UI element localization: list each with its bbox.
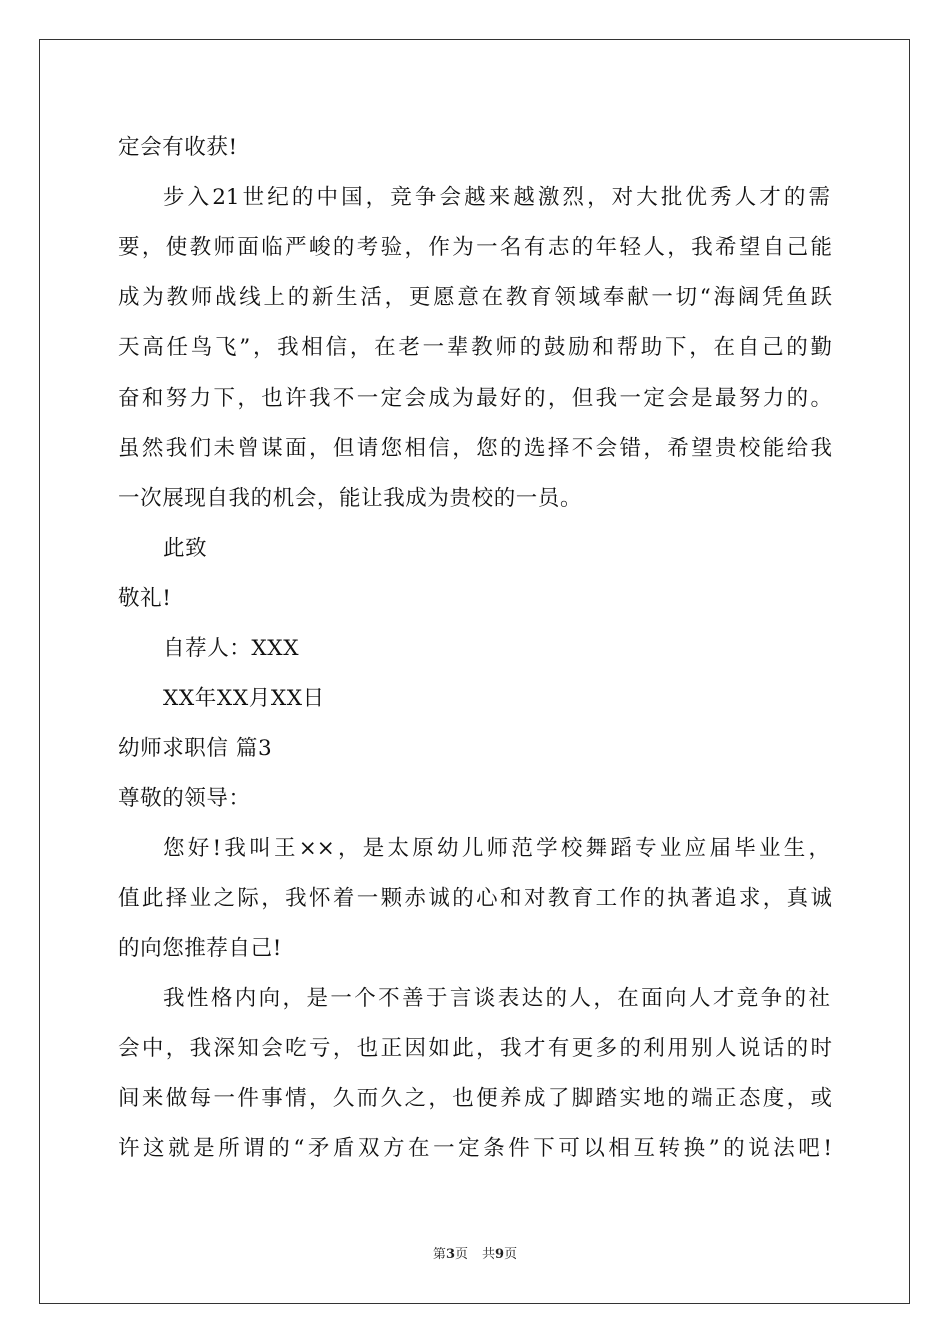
- page-border: [39, 39, 910, 1304]
- closing-salutation: 此致: [163, 536, 208, 561]
- page-label-suffix: 页: [454, 1247, 468, 1262]
- text-line-20: 间来做每一件事情，久而久之，也便养成了脚踏实地的端正态度，或: [118, 1086, 832, 1111]
- text-line-4: 成为教师战线上的新生活，更愿意在教育领域奉献一切“海阔凭鱼跃: [118, 285, 832, 310]
- text-line-7: 虽然我们未曾谋面，但请您相信，您的选择不会错，希望贵校能给我: [118, 436, 832, 461]
- text-line-2: 步入21世纪的中国，竞争会越来越激烈，对大批优秀人才的需: [163, 185, 830, 210]
- section-heading: 幼师求职信 篇3: [118, 736, 273, 761]
- text-line-5: 天高任鸟飞”，我相信，在老一辈教师的鼓励和帮助下，在自己的勤: [118, 335, 832, 360]
- text-line-19: 会中，我深知会吃亏，也正因如此，我才有更多的利用别人说话的时: [118, 1036, 832, 1061]
- total-label-prefix: 共: [482, 1247, 496, 1262]
- text-line-15: 您好!我叫王××，是太原幼儿师范学校舞蹈专业应届毕业生，: [163, 836, 830, 861]
- page-label-prefix: 第: [432, 1247, 446, 1262]
- closing-regards: 敬礼!: [118, 586, 172, 611]
- greeting-line: 尊敬的领导：: [118, 786, 251, 811]
- text-line-1: 定会有收获!: [118, 135, 238, 160]
- total-label-suffix: 页: [504, 1247, 518, 1262]
- page-footer: [0, 1246, 950, 1264]
- text-line-3: 要，使教师面临严峻的考验，作为一名有志的年轻人，我希望自己能: [118, 235, 832, 260]
- page-number: 3: [445, 1247, 455, 1262]
- total-pages: 9: [495, 1247, 505, 1262]
- text-line-16: 值此择业之际，我怀着一颗赤诚的心和对教育工作的执著追求，真诚: [118, 886, 832, 911]
- text-line-18: 我性格内向，是一个不善于言谈表达的人，在面向人才竞争的社: [163, 986, 830, 1011]
- text-line-17: 的向您推荐自己!: [118, 936, 282, 961]
- date-line: XX年XX月XX日: [163, 686, 325, 711]
- text-line-8: 一次展现自我的机会，能让我成为贵校的一员。: [118, 486, 583, 511]
- signature-line: 自荐人：XXX: [163, 636, 300, 661]
- text-line-21: 许这就是所谓的“矛盾双方在一定条件下可以相互转换”的说法吧!: [118, 1136, 832, 1161]
- text-line-6: 奋和努力下，也许我不一定会成为最好的，但我一定会是最努力的。: [118, 386, 832, 411]
